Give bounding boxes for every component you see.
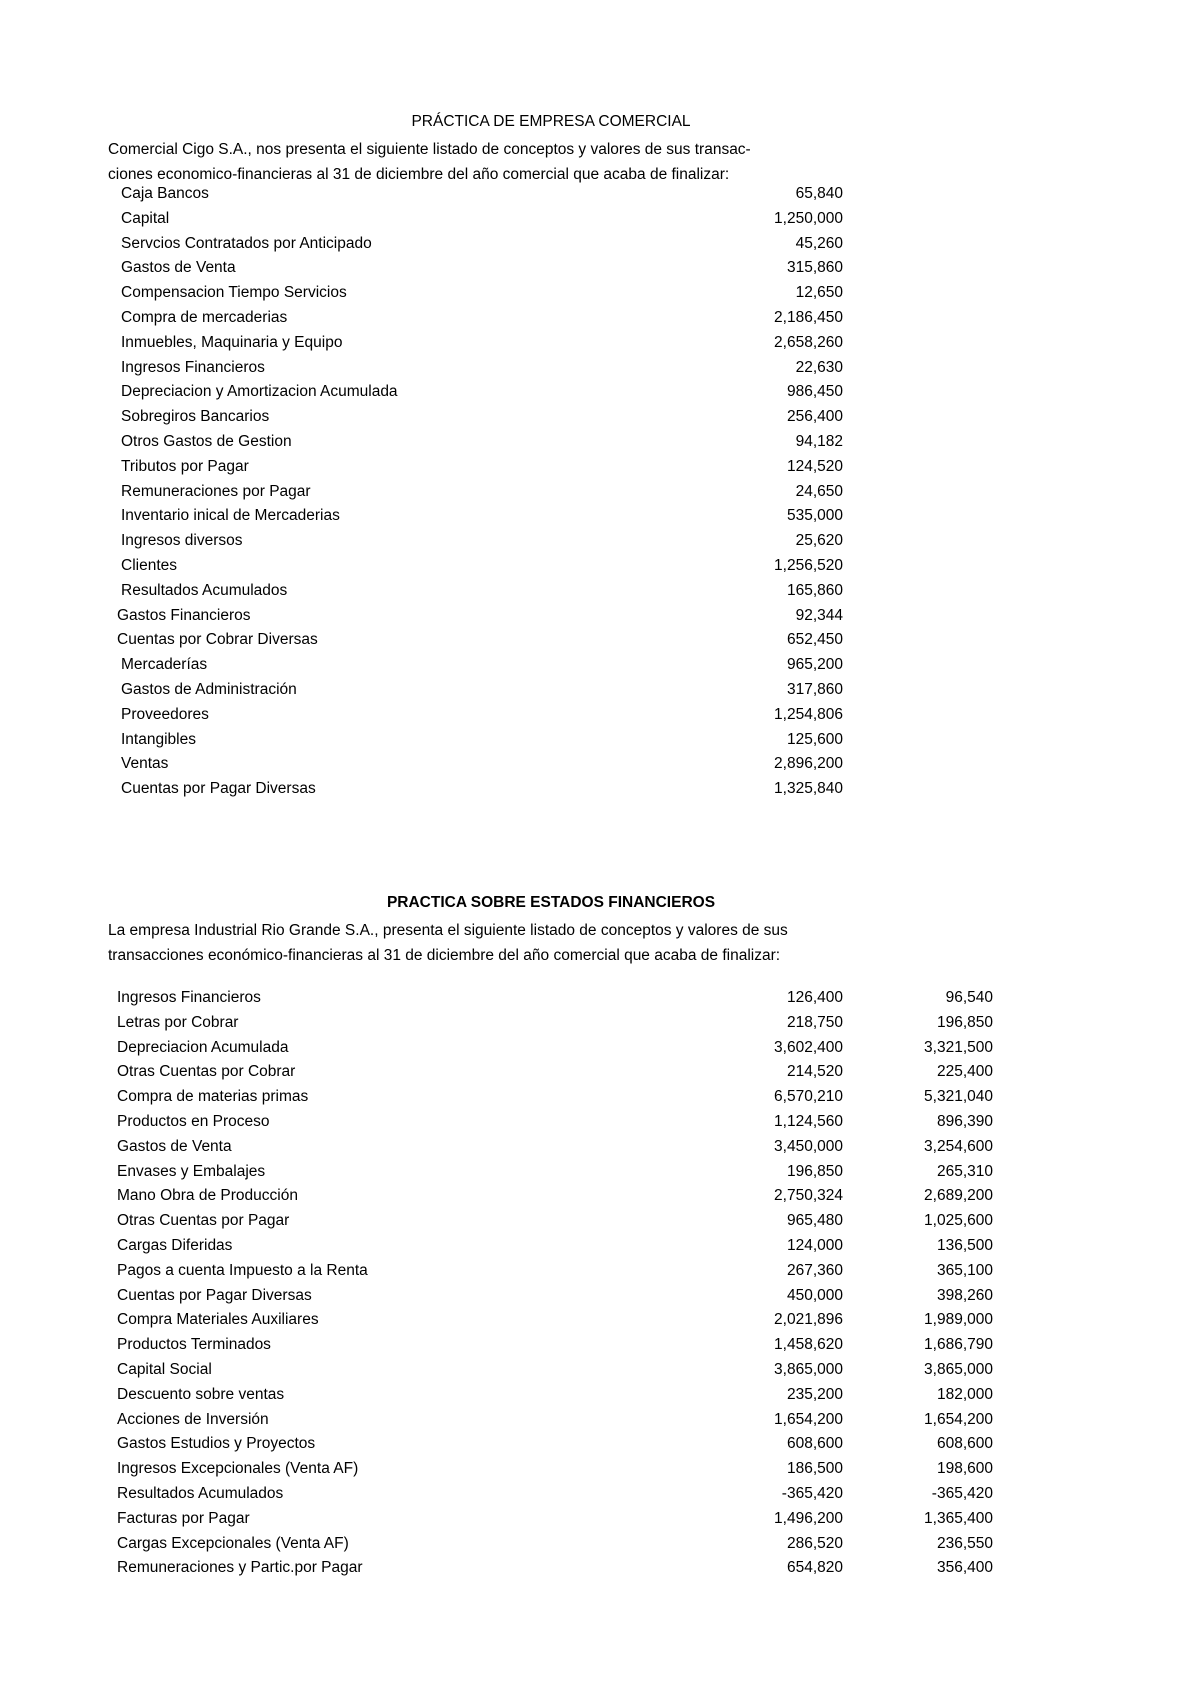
account-label: Ventas [121,755,169,773]
account-value: 2,021,896 [774,1311,843,1329]
account-row [0,433,1200,458]
account-label: Cuentas por Pagar Diversas [121,780,316,798]
account-value: -365,420 [781,1484,843,1502]
account-row [0,1336,1200,1361]
account-row [0,631,1200,656]
account-value: 3,865,000 [924,1360,993,1378]
account-row [0,656,1200,681]
account-value: 398,260 [936,1286,993,1304]
account-label: Depreciacion y Amortizacion Acumulada [121,383,398,401]
account-label: Ingresos Excepcionales (Venta AF) [117,1460,359,1478]
account-label: Productos Terminados [117,1336,271,1354]
account-label: Compensacion Tiempo Servicios [121,284,347,302]
account-label: Pagos a cuenta Impuesto a la Renta [117,1261,368,1279]
account-value: 12,650 [795,284,843,302]
account-label: Capital [121,209,170,227]
section1-title: PRÁCTICA DE EMPRESA COMERCIAL [411,113,691,130]
account-row [0,1088,1200,1113]
account-label: Otras Cuentas por Pagar [117,1212,290,1230]
account-label: Otros Gastos de Gestion [121,432,292,450]
account-row [0,1187,1200,1212]
account-label: Gastos de Venta [117,1137,232,1155]
account-value: 986,450 [786,383,843,401]
account-label: Compra Materiales Auxiliares [117,1311,319,1329]
account-value: 126,400 [786,989,843,1006]
account-row [0,1510,1200,1535]
account-value: 317,860 [786,680,843,698]
account-row [0,458,1200,483]
account-value: 315,860 [786,259,843,277]
account-label: Sobregiros Bancarios [121,408,270,426]
account-row [0,507,1200,532]
account-value: 136,500 [936,1236,993,1254]
account-value: 225,400 [936,1063,993,1081]
account-label: Cuentas por Pagar Diversas [117,1286,312,1304]
account-row [0,309,1200,334]
account-label: Gastos de Administración [121,680,297,698]
account-value: 24,650 [795,482,843,500]
account-row [0,334,1200,359]
account-label: Envases y Embalajes [117,1162,266,1180]
account-value: 3,602,400 [774,1038,843,1056]
account-row [0,1287,1200,1312]
section2-intro-line2: transacciones económico-financieras al 31 de diciembre del año comercial que acaba de finalizar: [108,947,781,964]
account-value: 1,124,560 [774,1112,843,1130]
account-label: Ingresos Financieros [117,989,261,1006]
account-row [0,1138,1200,1163]
account-label: Capital Social [117,1360,212,1378]
account-value: 186,500 [786,1460,843,1478]
account-value: 3,865,000 [774,1360,843,1378]
account-row [0,235,1200,260]
account-row [0,1237,1200,1262]
section1-intro-line2: ciones economico-financieras al 31 de diciembre del año comercial que acaba de finalizar: [108,166,730,183]
account-value: 1,654,200 [924,1410,993,1428]
account-row [0,607,1200,632]
section2-intro-line1: La empresa Industrial Rio Grande S.A., presenta el siguiente listado de conceptos y valores de sus [108,922,788,939]
account-label: Acciones de Inversión [117,1410,269,1428]
account-label: Mano Obra de Producción [117,1187,298,1205]
account-label: Ingresos diversos [121,532,243,550]
account-row [0,1460,1200,1485]
account-label: Tributos por Pagar [121,457,249,475]
section2-title: PRACTICA SOBRE ESTADOS FINANCIEROS [386,894,716,911]
account-value: 235,200 [786,1385,843,1403]
account-label: Remuneraciones y Partic.por Pagar [117,1559,363,1577]
account-row [0,557,1200,582]
account-value: 65,840 [795,185,843,202]
account-row [0,1039,1200,1064]
account-row [0,1361,1200,1386]
account-label: Servcios Contratados por Anticipado [121,234,372,252]
account-row [0,259,1200,284]
account-row [0,1485,1200,1510]
account-row [0,989,1200,1014]
account-label: Inmuebles, Maquinaria y Equipo [121,333,343,351]
account-value: 265,310 [936,1162,993,1180]
account-label: Cargas Diferidas [117,1236,233,1254]
account-value: 1,496,200 [774,1509,843,1527]
account-value: 1,989,000 [924,1311,993,1329]
account-value: 3,321,500 [924,1038,993,1056]
account-value: 1,458,620 [774,1336,843,1354]
account-value: 356,400 [936,1559,993,1577]
account-value: 2,658,260 [774,333,843,351]
account-row [0,755,1200,780]
account-value: 652,450 [786,631,843,649]
account-value: 96,540 [945,989,993,1006]
account-label: Descuento sobre ventas [117,1385,285,1403]
account-label: Cargas Excepcionales (Venta AF) [117,1534,349,1552]
account-label: Remuneraciones por Pagar [121,482,311,500]
account-value: 965,480 [786,1212,843,1230]
account-label: Clientes [121,556,177,574]
account-value: -365,420 [931,1484,993,1502]
account-value: 608,600 [936,1435,993,1453]
account-label: Gastos Financieros [117,606,251,624]
account-label: Compra de mercaderias [121,308,288,326]
account-row [0,383,1200,408]
account-row [0,1163,1200,1188]
account-row [0,1063,1200,1088]
account-row [0,1435,1200,1460]
account-row [0,1559,1200,1584]
account-value: 965,200 [786,656,843,674]
account-label: Gastos de Venta [121,259,236,277]
account-label: Inventario inical de Mercaderias [121,507,340,525]
account-row [0,1311,1200,1336]
account-row [0,532,1200,557]
account-value: 608,600 [786,1435,843,1453]
account-value: 2,896,200 [774,755,843,773]
account-label: Caja Bancos [121,185,209,202]
account-value: 1,686,790 [924,1336,993,1354]
account-value: 1,256,520 [774,556,843,574]
account-value: 365,100 [936,1261,993,1279]
account-value: 1,654,200 [774,1410,843,1428]
account-row [0,483,1200,508]
account-value: 214,520 [786,1063,843,1081]
account-label: Mercaderías [121,656,208,674]
account-row [0,1386,1200,1411]
account-row [0,1535,1200,1560]
section2-accounts-list [0,989,1200,1584]
account-row [0,731,1200,756]
account-label: Resultados Acumulados [117,1484,284,1502]
account-value: 1,250,000 [774,209,843,227]
account-value: 25,620 [795,532,843,550]
account-label: Productos en Proceso [117,1112,270,1130]
account-label: Gastos Estudios y Proyectos [117,1435,316,1453]
account-label: Resultados Acumulados [121,581,288,599]
account-value: 286,520 [786,1534,843,1552]
account-value: 450,000 [786,1286,843,1304]
account-value: 182,000 [936,1385,993,1403]
account-row [0,359,1200,384]
account-value: 256,400 [786,408,843,426]
account-value: 165,860 [786,581,843,599]
account-value: 218,750 [786,1013,843,1031]
account-value: 5,321,040 [924,1088,993,1106]
account-value: 267,360 [786,1261,843,1279]
account-value: 2,186,450 [774,308,843,326]
account-value: 535,000 [786,507,843,525]
account-value: 1,254,806 [774,705,843,723]
account-row [0,1411,1200,1436]
account-row [0,582,1200,607]
account-value: 92,344 [795,606,843,624]
account-value: 124,000 [786,1236,843,1254]
section1-intro [108,137,1008,187]
account-row [0,408,1200,433]
account-value: 3,254,600 [924,1137,993,1155]
account-value: 45,260 [795,234,843,252]
section2-intro [108,918,1008,968]
section1-accounts-list [0,185,1200,805]
account-label: Cuentas por Cobrar Diversas [117,631,318,649]
account-label: Ingresos Financieros [121,358,265,376]
account-row [0,284,1200,309]
account-value: 198,600 [936,1460,993,1478]
section1-intro-line1: Comercial Cigo S.A., nos presenta el siguiente listado de conceptos y valores de sus transac- [108,141,751,158]
account-label: Intangibles [121,730,196,748]
account-value: 654,820 [786,1559,843,1577]
account-value: 94,182 [795,432,843,450]
account-value: 196,850 [786,1162,843,1180]
account-row [0,1014,1200,1039]
account-label: Depreciacion Acumulada [117,1038,289,1056]
account-row [0,185,1200,210]
account-value: 125,600 [786,730,843,748]
account-row [0,706,1200,731]
account-value: 6,570,210 [774,1088,843,1106]
account-row [0,1212,1200,1237]
account-row [0,780,1200,805]
account-value: 1,365,400 [924,1509,993,1527]
account-label: Compra de materias primas [117,1088,309,1106]
account-row [0,1113,1200,1138]
account-label: Proveedores [121,705,209,723]
account-value: 1,025,600 [924,1212,993,1230]
account-label: Otras Cuentas por Cobrar [117,1063,296,1081]
account-row [0,1262,1200,1287]
account-value: 2,750,324 [774,1187,843,1205]
account-value: 2,689,200 [924,1187,993,1205]
account-value: 896,390 [936,1112,993,1130]
account-value: 196,850 [936,1013,993,1031]
account-value: 22,630 [795,358,843,376]
account-value: 1,325,840 [774,780,843,798]
account-value: 236,550 [936,1534,993,1552]
account-value: 3,450,000 [774,1137,843,1155]
account-label: Letras por Cobrar [117,1013,239,1031]
account-row [0,681,1200,706]
account-row [0,210,1200,235]
account-value: 124,520 [786,457,843,475]
account-label: Facturas por Pagar [117,1509,250,1527]
